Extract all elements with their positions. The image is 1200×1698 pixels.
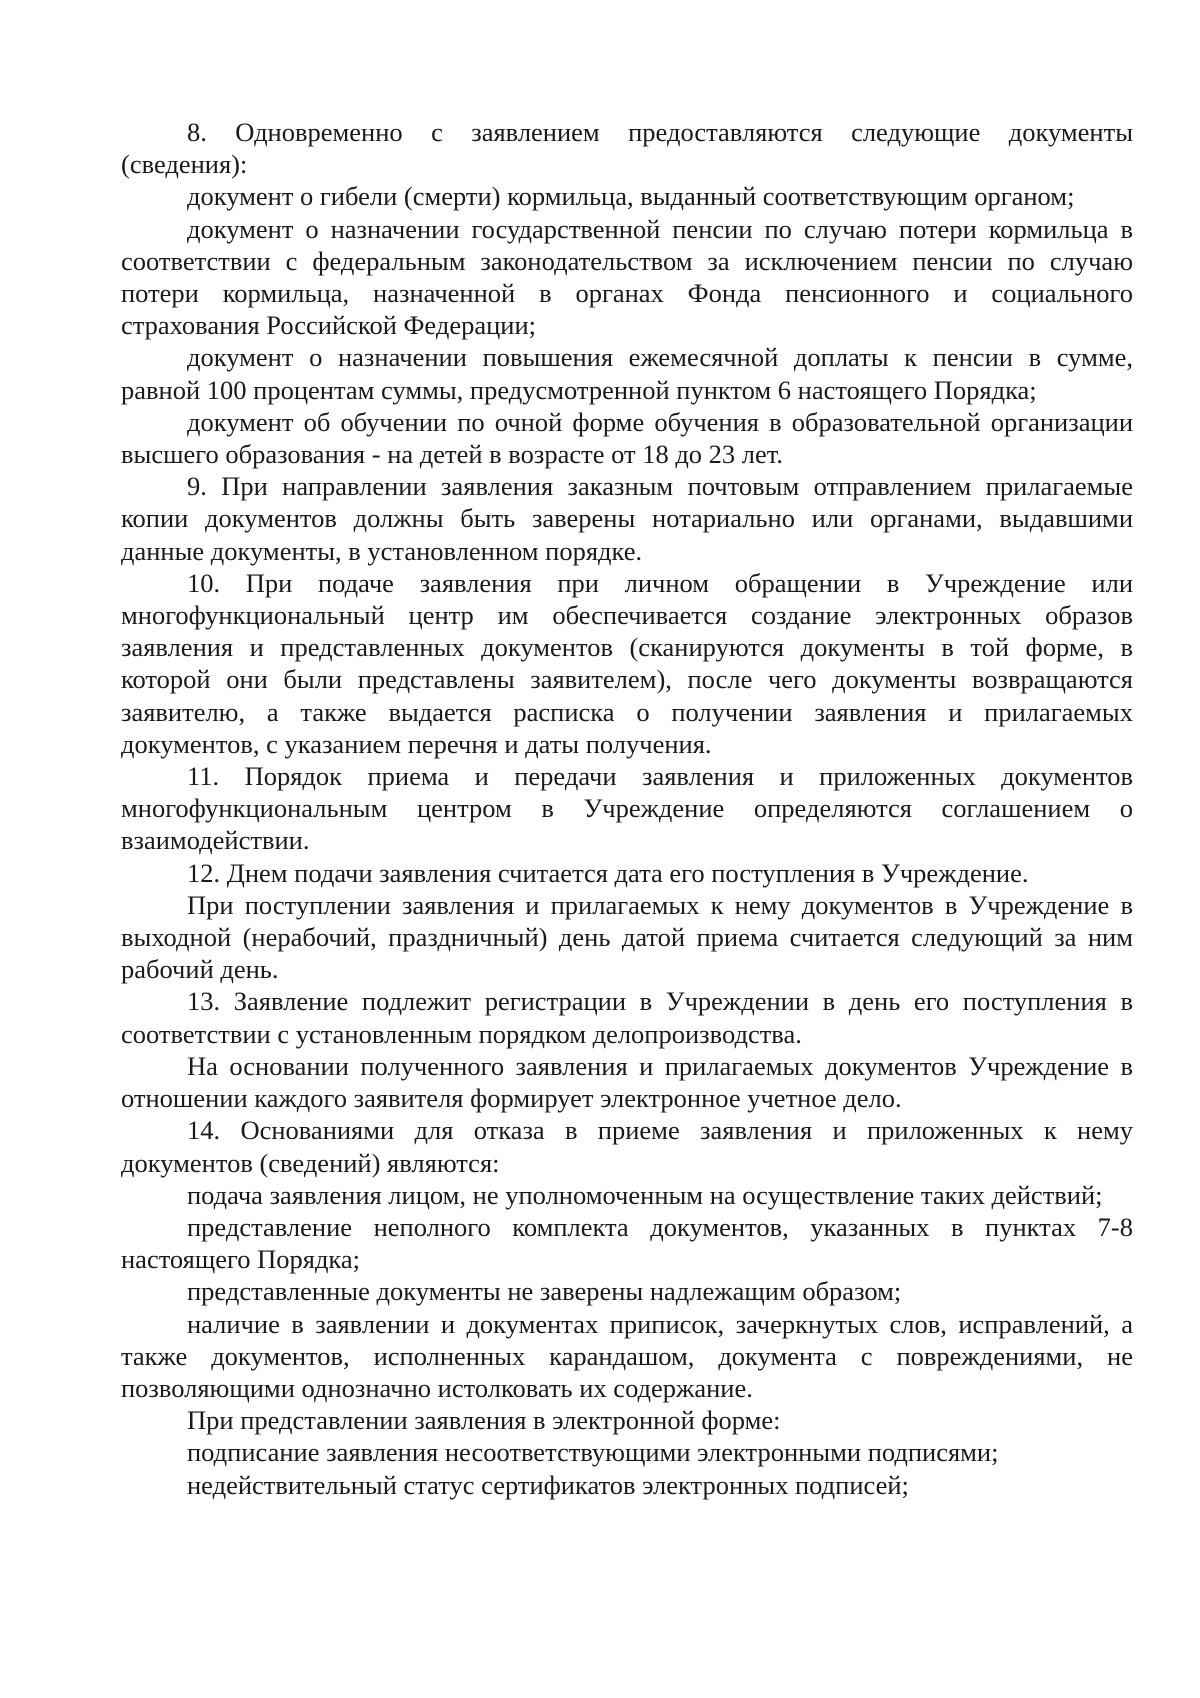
paragraph-invalid-certificates: недействительный статус сертификатов электронных подписей; [187, 1469, 909, 1500]
paragraph-education-document: документ об обучении по очной форме обучения в образовательной организации высшего образования - на детей в возрасте от 18 до 23 лет. [121, 406, 1133, 470]
document-body [121, 116, 1133, 1501]
paragraph-item-14: 14. Основаниями для отказа в приеме заявления и приложенных к нему документов (сведений) являются: [121, 1115, 1133, 1178]
paragraph-item-9: 9. При направлении заявления заказным почтовым отправлением прилагаемые копии документов должны быть заверены нотариально или органами, выдавшими данные документы, в установленном порядке. [121, 471, 1133, 566]
paragraph-death-document: документ о гибели (смерти) кормильца, выданный соответствующим органом; [187, 181, 1075, 212]
paragraph-supplement-document: документ о назначении повышения ежемесячной доплаты к пенсии в сумме, равной 100 процентам суммы, предусмотренной пунктом 6 настоящего Порядка; [121, 342, 1133, 405]
paragraph-not-certified: представленные документы не заверены надлежащим образом; [187, 1276, 902, 1307]
paragraph-holiday-rule: При поступлении заявления и прилагаемых к нему документов в Учреждение в выходной (нерабочий, праздничный) день датой приема считается следующий за ним рабочий день. [121, 889, 1133, 985]
paragraph-corrections: наличие в заявлении и документах приписок, зачеркнутых слов, исправлений, а также документов, исполненных карандашом, документа с повреждениями, не позволяющими однозначно истолковать их содержание. [121, 1308, 1133, 1403]
paragraph-item-11: 11. Порядок приема и передачи заявления и приложенных документов многофункциональным центром в Учреждение определяются соглашением о взаимодействии. [121, 761, 1133, 856]
paragraph-electronic-file: На основании полученного заявления и прилагаемых документов Учреждение в отношении каждого заявителя формирует электронное учетное дело. [121, 1050, 1133, 1114]
paragraph-incomplete-set: представление неполного комплекта документов, указанных в пунктах 7-8 настоящего Порядка; [121, 1211, 1133, 1275]
paragraph-electronic-form: При представлении заявления в электронной форме: [187, 1405, 781, 1436]
paragraph-wrong-signatures: подписание заявления несоответствующими электронными подписями; [187, 1437, 999, 1468]
paragraph-pension-document: документ о назначении государственной пенсии по случаю потери кормильца в соответствии с федеральным законодательством за исключением пенсии по случаю потери кормильца, назначенной в органах Фонда пенсионного и социального страхования Российской Федерации; [121, 213, 1133, 341]
paragraph-item-12: 12. Днем подачи заявления считается дата его поступления в Учреждение. [187, 857, 1029, 888]
paragraph-item-8-intro: 8. Одновременно с заявлением предоставляются следующие документы (сведения): [121, 117, 1133, 180]
paragraph-item-10: 10. При подаче заявления при личном обращении в Учреждение или многофункциональный центр им обеспечивается создание электронных образов заявления и представленных документов (сканируются документы в той форме, в которой они были представлены заявителем), после чего документы возвращаются заявителю, а также выдается расписка о получении заявления и прилагаемых документов, с указанием перечня и даты получения. [121, 567, 1133, 759]
paragraph-unauthorized-person: подача заявления лицом, не уполномоченным на осуществление таких действий; [187, 1179, 1103, 1210]
paragraph-item-13: 13. Заявление подлежит регистрации в Учреждении в день его поступления в соответствии с установленным порядком делопроизводства. [121, 986, 1133, 1049]
